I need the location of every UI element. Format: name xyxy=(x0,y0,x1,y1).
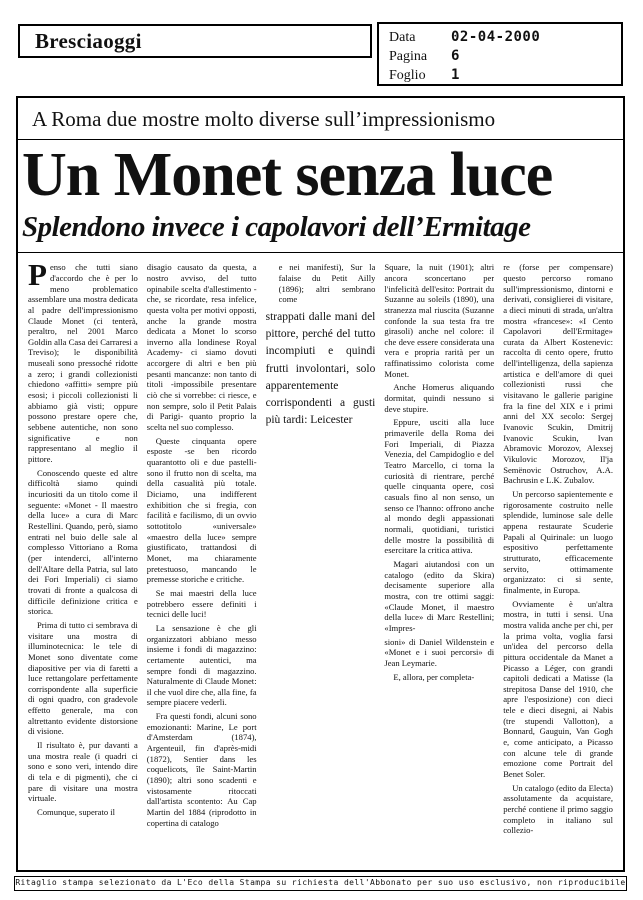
paragraph: Comunque, superato il xyxy=(37,807,116,818)
paragraph: Un catalogo (edito da Electa) assolutamente da acquistare, perché contiene il primo saggio completo in italiano sul collezio- xyxy=(503,782,613,836)
paragraph: enso che tutti siano d'accordo che è per lo meno problematico assemblare una mostra dedicata al padre dell'impressionismo Claude Monet (ci tenterà, peraltro, nel 2001 Marco Goldin alla Casa dei Carraresi a Treviso); le disponibilità museali sono pressoché ridotte a zero; i grandi collezionisti chiedono «affitti» sempre più esosi; i piccoli collezionisti li abbiamo già visti; oppure possono prestare opere che, sebbene autentiche, non sono significative e non rappresentano al meglio il pittore. xyxy=(28,262,138,465)
paragraph: strappati dalle mani del pittore, perché del tutto incompiuti e quindi frutti involontari, solo apparentemente corrispondenti a gusti più tardi: Leicester xyxy=(265,310,376,427)
clipping-meta-box xyxy=(377,22,623,86)
paragraph: Magari aiutandosi con un catalogo (edito da Skira) decisamente superiore alla mostra, con tre ottimi saggi: «Claude Monet, il maestro della luce» di Marc Restellini; «Impres- xyxy=(384,558,495,633)
masthead-box xyxy=(18,24,372,58)
newspaper-name: Bresciaoggi xyxy=(35,28,142,53)
article-column-2 xyxy=(147,262,257,847)
paragraph: re (forse per compensare) questo percorso romano sull'impressionismo, dintorni e derivati, consiglierei di visitare, a dieci minuti di strada, un'altra mostra «francese»: «I Cento Capolavori dell'Ermitage» curata da Albert Kostenevic: raccolta di cento opere, frutto dell'intelligenza, della sapienza artistica e dell'amore di quei collezionisti russi che visitavano le gallerie parigine fra la fine del XIX e i primi anni del XX secolo: Sergej Ivanovic Scukin, Dmitrij Ivanovic Scukin, Ivan Abramovic Morozov, Alexsej Vikulovic Morozov, Il'ja Semënovic Ostruchov, A.A. Bachrusin e L.K. Zubalov. xyxy=(503,262,613,486)
paragraph: Eppure, usciti alla luce primaverile della Roma dei Fori Imperiali, di Piazza Venezia, del Campidoglio e del Teatro Marcello, ci torna la curiosità di rientrare, perché quelle cinquanta opere, così casuals fino al non senso, un senso ce l'hanno: offrono anche al mondo degli appassionati normali, quotidiani, turistici delle mostre la possibilità di esercitare la critica attiva. xyxy=(384,417,495,556)
meta-row xyxy=(389,47,611,66)
meta-field-value: 02-04-2000 xyxy=(451,29,541,45)
meta-row xyxy=(389,66,611,85)
paragraph: Fra questi fondi, alcuni sono emozionanti: Marine, Le port d'Amsterdam (1874), Argenteuil, fin d'après-midi (1872), Sentier dans les coquelicots, île Saint-Martin (1890); altri sono scadenti e vistosamente ritoccati dall'artista scontento: Au Cap Martin del 1884 (riprodotto in copertina di catalogo xyxy=(146,711,257,828)
footer-disclaimer: Ritaglio stampa selezionato da L'Eco della Stampa su richiesta dell'Abbonato per suo uso esclusivo, non riproducibile xyxy=(14,876,627,891)
paragraph: Se mai maestri della luce potrebbero essere definiti i tecnici delle luci! xyxy=(146,587,257,620)
paragraph: Prima di tutto ci sembrava di visitare una mostra di illuminotecnica: le tele di Monet sono diventate come diapositive per via di faretti a luce rettangolare perfettamente corrispondente alla superficie di ogni quadro, con gradevole effetto generale, ma con altrettanto evidente distorsione di visione. xyxy=(28,619,138,737)
paragraph: Square, la nuit (1901); altri ancora sconcertano per l'infelicità dell'esito: Portrait du Suzanne au soleils (1890), una stranezza mal riuscita (Suzanne confonde la sua testa fra tre girasoli) anche nel colore: il che deve essere considerata una vera e propria rarità per un raffinatissimo colorista come Monet. xyxy=(384,262,495,379)
paragraph: Conoscendo queste ed altre difficoltà siamo quindi incuriositi da un titolo come il seguente: «Monet - Il maestro della luce» a cura di Marc Restellini. Quando, però, siamo entrati nel buio delle sale al complesso Vittoriano a Roma (per intenderci, all'interno dell'Altare della Patria, sul lato dei Fori Imperiali) ci siamo trovati di fronte a qualcosa di difficile definizione critica e storica. xyxy=(28,467,138,617)
meta-field-value: 1 xyxy=(451,67,460,83)
kicker: A Roma due mostre molto diverse sull’impressionismo xyxy=(18,98,623,140)
article-clipping xyxy=(16,96,625,872)
article-body xyxy=(18,253,623,853)
paragraph: E, allora, per completa- xyxy=(393,671,475,682)
paragraph: e nei manifesti), Sur la falaise du Petit Ailly (1896); altri sembrano come xyxy=(278,262,376,305)
paragraph: Anche Homerus aliquando dormitat, quindi nessuno si deve stupire. xyxy=(384,382,495,414)
article-column-3 xyxy=(266,262,376,847)
paragraph: Queste cinquanta opere esposte -se ben ricordo quarantotto oli e due pastelli- sono il frutto non di scelta, ma della casualità più totale. Diciamo, una indifferent exhibition che si fregia, con facilità e facilismo, di un ovvio sottotitolo «universale» «maestro della luce» sempre giustificato, trattandosi di Monet, ma chiaramente pretestuoso, mancando le premesse storiche e critiche. xyxy=(146,435,257,585)
article-column-5 xyxy=(503,262,613,847)
dropcap: P xyxy=(28,262,47,293)
paragraph: Il risultato è, pur davanti a una mostra reale (i quadri ci sono e sono veri, intendo dire di tela e di pigmenti), che ci pare di visitare una mostra virtuale. xyxy=(28,740,138,804)
paragraph: Ovviamente è un'altra mostra, in tutti i sensi. Una mostra valida anche per chi, per la prima volta, voglia farsi un'idea del percorso della pittura occidentale da Manet a Picasso a Léger, con grandi capitoli dedicati a Matisse (la strepitosa Danse del 1910, che apre l'esposizione) con dieci tele e dieci disegni, ai Nabis (tre stupendi Vallotton), a Bonnard, Gauguin, Van Gogh e, come anticipato, a Picasso con alcune tele di grande emozione come Portrait del Benet Soler. xyxy=(503,598,613,780)
meta-field-label: Foglio xyxy=(389,68,426,83)
meta-field-value: 6 xyxy=(451,48,460,64)
column-1-paragraphs xyxy=(28,262,138,817)
paragraph: disagio causato da questa, a nostro avviso, del tutto opinabile scelta d'allestimento -che, se ricordate, resa infelice, questa volta per motivi opposti, anche la grande mostra dedicata a Monet lo scorso inverno alla londinese Royal Academy- ci siamo dovuti accorgere di altri e ben più pesanti mancanze: non tanto di titoli -impossibile presentare ciò che si vorrebbe: ci riesce, e non sempre, solo il Petit Palais di Parigi- quanto proprio la scelta nel suo complesso. xyxy=(146,262,257,433)
paragraph: sioni» di Daniel Wildenstein e «Monet e i suoi percorsi» di Jean Leymarie. xyxy=(384,636,495,668)
headline: Un Monet senza luce xyxy=(22,141,553,209)
article-column-4 xyxy=(384,262,494,847)
paragraph: Un percorso sapientemente e rigorosamente costruito nelle splendide, luminose sale delle appena restaurate Scuderie Papali al Quirinale: un luogo espositivo perfettamente strutturato, efficacemente servito, ottimamente organizzato: ci si sente, finalmente, in Europa. xyxy=(503,489,613,595)
subhead: Splendono invece i capolavori dell’Ermitage xyxy=(18,207,623,253)
article-column-1 xyxy=(28,262,138,847)
meta-field-label: Data xyxy=(389,30,416,45)
meta-field-label: Pagina xyxy=(389,49,428,64)
meta-row xyxy=(389,28,611,47)
paragraph: La sensazione è che gli organizzatori abbiano messo insieme i fondi di magazzino: certamente autentici, ma sempre fondi di magazzino. Naturalmente di Claude Monet: il che vuol dire che, alla fine, fa sempre piacere vederli. xyxy=(146,622,257,708)
